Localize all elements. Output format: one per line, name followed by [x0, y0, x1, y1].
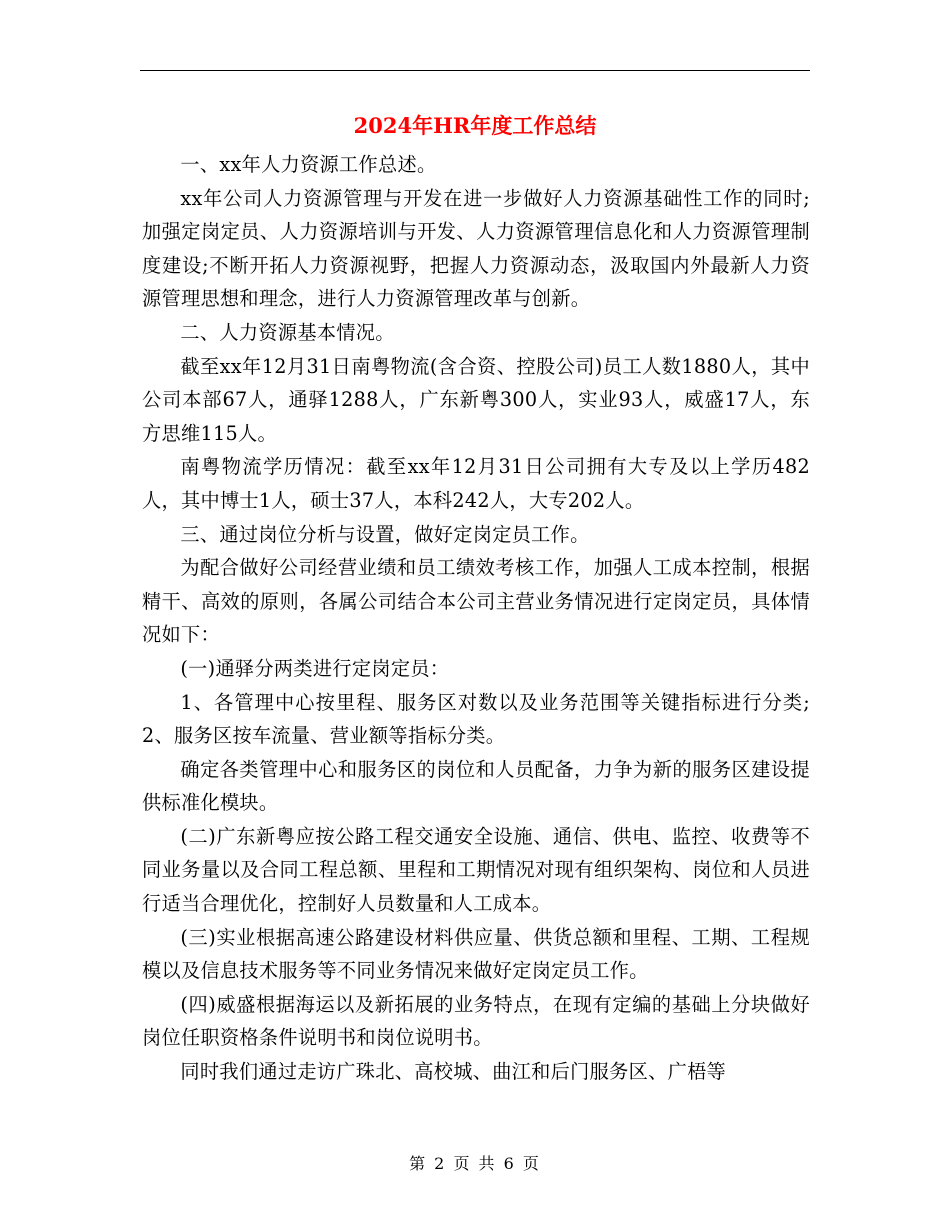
paragraph: 确定各类管理中心和服务区的岗位和人员配备，力争为新的服务区建设提供标准化模块。 — [142, 757, 810, 815]
paragraph: (四)威盛根据海运以及新拓展的业务特点，在现有定编的基础上分块做好岗位任职资格条件说明书和岗位说明书。 — [142, 992, 810, 1050]
header-rule — [140, 70, 810, 71]
paragraph: 1、各管理中心按里程、服务区对数以及业务范围等关键指标进行分类;2、服务区按车流量、营业额等指标分类。 — [142, 690, 810, 748]
page-footer: 第 2 页 共 6 页 — [409, 1154, 541, 1173]
paragraph: (三)实业根据高速公路建设材料供应量、供货总额和里程、工期、工程规模以及信息技术服务等不同业务情况来做好定岗定员工作。 — [142, 925, 810, 983]
paragraph: 截至xx年12月31日南粤物流(含合资、控股公司)员工人数1880人，其中公司本部67人，通驿1288人，广东新粤300人，实业93人，威盛17人，东方思维115人。 — [142, 354, 810, 445]
paragraph: xx年公司人力资源管理与开发在进一步做好人力资源基础性工作的同时;加强定岗定员、人力资源培训与开发、人力资源管理信息化和人力资源管理制度建设;不断开拓人力资源视野，把握人力资源动态，汲取国内外最新人力资源管理思想和理念，进行人力资源管理改革与创新。 — [142, 186, 810, 311]
paragraph: 同时我们通过走访广珠北、高校城、曲江和后门服务区、广梧等 — [180, 1060, 727, 1084]
document-title: 2024年HR年度工作总结 — [353, 113, 597, 138]
paragraph: 一、xx年人力资源工作总述。 — [180, 153, 437, 176]
paragraph: 三、通过岗位分析与设置，做好定岗定员工作。 — [180, 522, 590, 546]
document-body — [142, 148, 810, 1089]
paragraph: 为配合做好公司经营业绩和员工绩效考核工作，加强人工成本控制，根据精干、高效的原则，各属公司结合本公司主营业务情况进行定岗定员，具体情况如下： — [142, 556, 810, 647]
paragraph: (一)通驿分两类进行定岗定员： — [180, 656, 450, 680]
paragraph: (二)广东新粤应按公路工程交通安全设施、通信、供电、监控、收费等不同业务量以及合同工程总额、里程和工期情况对现有组织架构、岗位和人员进行适当合理优化，控制好人员数量和人工成本。 — [142, 824, 810, 916]
paragraph: 二、人力资源基本情况。 — [180, 320, 395, 344]
paragraph: 南粤物流学历情况：截至xx年12月31日公司拥有大专及以上学历482人，其中博士1人，硕士37人，本科242人，大专202人。 — [142, 455, 810, 512]
